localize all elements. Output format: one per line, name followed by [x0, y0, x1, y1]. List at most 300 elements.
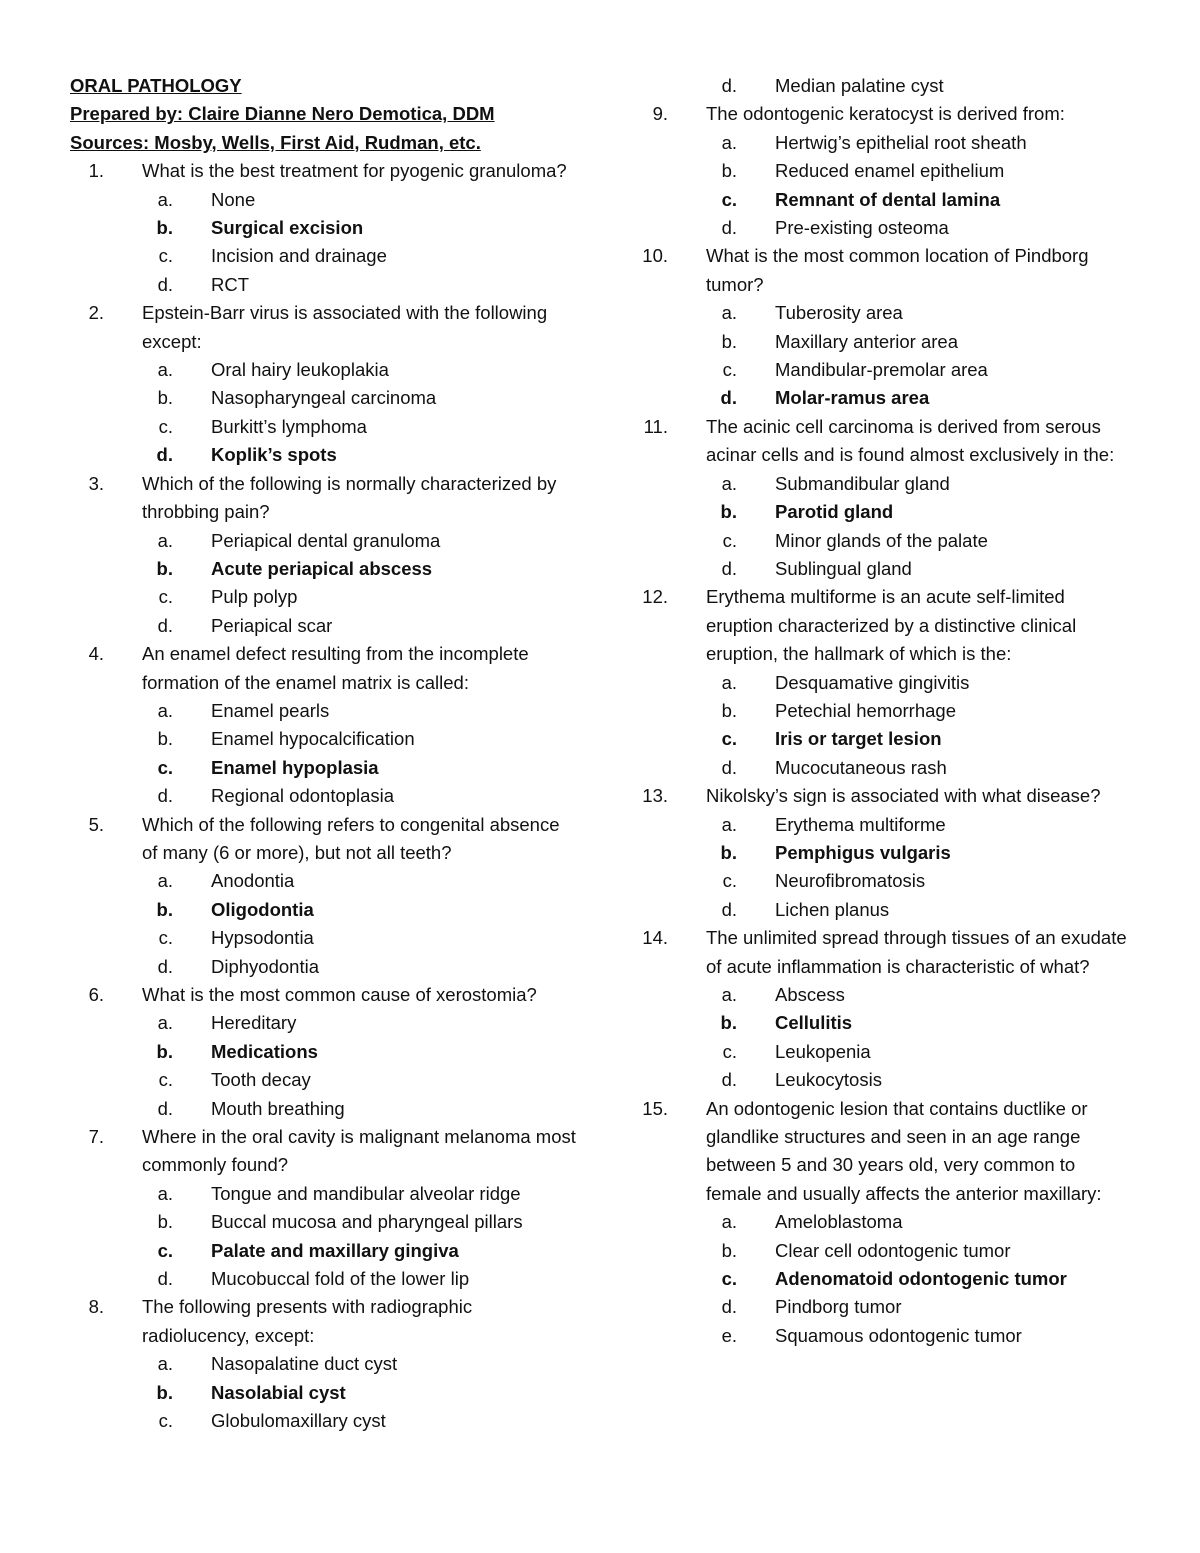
option-text: Oral hairy leukoplakia	[211, 359, 389, 381]
question-10	[634, 242, 1134, 299]
question-text: Which of the following refers to congenital absence of many (6 or more), but not all teeth?	[142, 813, 560, 863]
answer-option-correct	[634, 384, 1134, 412]
option-letter	[634, 1322, 775, 1350]
answer-option	[634, 527, 1134, 555]
answer-option	[70, 583, 580, 611]
question-text: Epstein-Barr virus is associated with the following except:	[142, 302, 548, 352]
option-letter-label: c.	[722, 1040, 737, 1062]
answer-option	[70, 186, 580, 214]
option-letter	[70, 413, 211, 441]
option-letter-label: c.	[157, 1239, 173, 1261]
option-letter	[634, 214, 775, 242]
question-text: Which of the following is normally characterized by throbbing pain?	[142, 472, 557, 523]
answer-option	[70, 1095, 580, 1123]
option-letter-label: a.	[721, 1211, 737, 1233]
option-letter	[634, 896, 775, 924]
option-text: Lichen planus	[775, 898, 890, 920]
question-text: Where in the oral cavity is malignant melanoma most commonly found?	[142, 1126, 576, 1176]
option-text: Molar-ramus area	[775, 387, 930, 409]
option-letter-label: d.	[157, 785, 173, 807]
question-text: What is the most common location of Pindborg tumor?	[706, 245, 1089, 295]
answer-option	[634, 299, 1134, 327]
question-number-label: 8.	[88, 1296, 104, 1318]
option-letter-label: d.	[721, 1296, 737, 1318]
answer-option	[634, 867, 1134, 895]
option-text: Mouth breathing	[211, 1097, 345, 1119]
prepared-by-line: Prepared by: Claire Dianne Nero Demotica, DDM	[70, 103, 495, 125]
answer-option	[70, 1265, 580, 1293]
question-number-label: 12.	[642, 586, 668, 608]
question-list-right	[634, 72, 1134, 1350]
option-text: Medications	[211, 1040, 318, 1062]
question-number-label: 5.	[88, 813, 104, 835]
answer-option	[634, 555, 1134, 583]
option-letter-label: e.	[721, 1324, 737, 1346]
option-text: Desquamative gingivitis	[775, 671, 970, 693]
question-text: The following presents with radiographic radiolucency, except:	[142, 1296, 473, 1346]
question-13	[634, 782, 1134, 810]
answer-option	[634, 1293, 1134, 1321]
answer-option-correct	[634, 186, 1134, 214]
answer-option	[634, 328, 1134, 356]
question-number-label: 11.	[643, 415, 668, 437]
option-letter	[70, 356, 211, 384]
answer-option-correct	[70, 896, 580, 924]
question-number	[70, 1123, 142, 1180]
option-letter	[70, 1208, 211, 1236]
answer-option	[70, 725, 580, 753]
option-text: Incision and drainage	[211, 245, 387, 267]
option-letter-label: a.	[721, 302, 737, 324]
question-12	[634, 583, 1134, 668]
answer-option	[70, 384, 580, 412]
option-text: Ameloblastoma	[775, 1211, 903, 1233]
option-letter	[70, 782, 211, 810]
question-text: An odontogenic lesion that contains ductlike or glandlike structures and seen in an age range between 5 and 30 years old, very common to female and usually affects the anterior maxillary:	[706, 1097, 1102, 1204]
answer-option	[634, 214, 1134, 242]
option-letter	[70, 555, 211, 583]
option-letter	[634, 754, 775, 782]
answer-option	[634, 129, 1134, 157]
option-text: Enamel hypoplasia	[211, 756, 379, 778]
option-text: Mucocutaneous rash	[775, 756, 947, 778]
option-letter	[634, 1208, 775, 1236]
option-text: Leukopenia	[775, 1040, 871, 1062]
right-column	[634, 72, 1134, 1350]
option-letter-label: a.	[157, 188, 173, 210]
question-number-label: 2.	[88, 302, 104, 324]
answer-option-correct	[70, 754, 580, 782]
answer-option-correct	[70, 1237, 580, 1265]
option-letter-label: b.	[156, 898, 173, 920]
option-letter-label: c.	[158, 245, 173, 267]
option-letter	[634, 356, 775, 384]
option-letter-label: d.	[157, 1097, 173, 1119]
answer-option-correct	[70, 441, 580, 469]
option-text: Nasolabial cyst	[211, 1381, 346, 1403]
answer-option	[634, 72, 1134, 100]
option-letter	[634, 1293, 775, 1321]
answer-option-correct	[634, 1009, 1134, 1037]
option-letter-label: c.	[157, 756, 173, 778]
option-letter	[70, 441, 211, 469]
option-letter	[70, 271, 211, 299]
question-number	[70, 981, 142, 1009]
question-number	[634, 583, 706, 668]
option-letter	[634, 839, 775, 867]
option-text: Palate and maxillary gingiva	[211, 1239, 459, 1261]
left-column	[70, 72, 580, 1436]
option-letter-label: b.	[720, 501, 737, 523]
question-number-label: 7.	[88, 1126, 104, 1148]
option-text: Hereditary	[211, 1012, 297, 1034]
option-letter	[634, 1265, 775, 1293]
option-letter	[70, 1038, 211, 1066]
answer-option	[634, 754, 1134, 782]
option-text: Periapical dental granuloma	[211, 529, 441, 551]
option-letter-label: a.	[157, 1353, 173, 1375]
option-letter	[634, 498, 775, 526]
option-text: Surgical excision	[211, 217, 364, 239]
option-letter	[70, 186, 211, 214]
option-letter	[70, 214, 211, 242]
option-text: Pre-existing osteoma	[775, 217, 949, 239]
option-letter	[70, 1350, 211, 1378]
answer-option	[634, 981, 1134, 1009]
question-2	[70, 299, 580, 356]
option-text: RCT	[211, 273, 250, 295]
question-number	[70, 811, 142, 868]
sources-line: Sources: Mosby, Wells, First Aid, Rudman, etc.	[70, 131, 481, 153]
answer-option	[70, 924, 580, 952]
option-letter	[634, 811, 775, 839]
answer-option	[70, 527, 580, 555]
option-text: Median palatine cyst	[775, 75, 944, 96]
option-letter-label: a.	[721, 472, 737, 494]
option-letter-label: c.	[721, 188, 737, 210]
option-letter-label: d.	[721, 217, 737, 239]
question-5	[70, 811, 580, 868]
answer-option	[70, 953, 580, 981]
answer-option	[634, 470, 1134, 498]
answer-option	[70, 413, 580, 441]
option-letter-label: a.	[157, 1012, 173, 1034]
option-letter	[634, 697, 775, 725]
option-letter	[634, 527, 775, 555]
option-letter-label: b.	[157, 1211, 173, 1233]
option-text: Leukocytosis	[775, 1069, 882, 1091]
answer-option	[70, 1180, 580, 1208]
answer-option-correct	[634, 498, 1134, 526]
option-letter-label: b.	[720, 841, 737, 863]
question-text: Erythema multiforme is an acute self-limited eruption characterized by a distinctive clinical eruption, the hallmark of which is the:	[706, 586, 1077, 665]
question-number	[634, 413, 706, 470]
option-text: Mucobuccal fold of the lower lip	[211, 1268, 470, 1290]
question-number	[70, 1293, 142, 1350]
question-1	[70, 157, 580, 185]
option-letter-label: b.	[156, 217, 173, 239]
option-letter-label: d.	[721, 75, 737, 96]
question-4	[70, 640, 580, 697]
option-text: Diphyodontia	[211, 955, 319, 977]
option-letter	[634, 157, 775, 185]
option-text: Squamous odontogenic tumor	[775, 1324, 1022, 1346]
question-number-label: 10.	[642, 245, 668, 267]
option-text: Burkitt’s lymphoma	[211, 415, 367, 437]
option-letter-label: a.	[157, 1182, 173, 1204]
answer-option	[70, 782, 580, 810]
option-letter	[634, 384, 775, 412]
option-letter-label: d.	[721, 1069, 737, 1091]
question-number	[70, 640, 142, 697]
question-number	[634, 924, 706, 981]
question-number-label: 14.	[642, 927, 668, 949]
option-letter	[70, 1407, 211, 1435]
question-number	[634, 782, 706, 810]
answer-option-correct	[634, 1265, 1134, 1293]
answer-option	[634, 356, 1134, 384]
option-letter	[634, 299, 775, 327]
option-letter-label: c.	[158, 927, 173, 949]
question-number-label: 13.	[642, 785, 668, 807]
option-letter	[70, 1379, 211, 1407]
option-letter	[70, 896, 211, 924]
option-text: Neurofibromatosis	[775, 870, 926, 892]
option-letter-label: d.	[721, 756, 737, 778]
option-letter-label: a.	[721, 131, 737, 153]
option-letter-label: b.	[156, 557, 173, 579]
option-text: Hertwig’s epithelial root sheath	[775, 131, 1027, 153]
option-letter	[70, 924, 211, 952]
question-text: The odontogenic keratocyst is derived from:	[706, 103, 1065, 125]
option-text: Maxillary anterior area	[775, 330, 959, 352]
question-14	[634, 924, 1134, 981]
option-text: Enamel hypocalcification	[211, 728, 415, 750]
question-number	[634, 1095, 706, 1209]
option-letter-label: c.	[158, 415, 173, 437]
answer-option-correct	[634, 725, 1134, 753]
answer-option	[70, 242, 580, 270]
answer-option	[634, 697, 1134, 725]
option-letter-label: c.	[721, 728, 737, 750]
option-text: Nasopalatine duct cyst	[211, 1353, 398, 1375]
option-letter-label: a.	[157, 529, 173, 551]
option-letter	[634, 669, 775, 697]
option-letter-label: c.	[158, 1410, 173, 1432]
question-list-left	[70, 157, 580, 1435]
option-text: Globulomaxillary cyst	[211, 1410, 386, 1432]
option-letter-label: b.	[721, 699, 737, 721]
answer-option	[634, 1237, 1134, 1265]
option-letter-label: d.	[720, 387, 737, 409]
option-text: Acute periapical abscess	[211, 557, 433, 579]
option-text: Erythema multiforme	[775, 813, 946, 835]
question-number	[634, 242, 706, 299]
option-letter-label: b.	[157, 387, 173, 409]
question-15	[634, 1095, 1134, 1209]
question-number-label: 1.	[88, 160, 104, 182]
question-text: Nikolsky’s sign is associated with what disease?	[706, 785, 1101, 807]
option-letter	[634, 129, 775, 157]
option-text: Reduced enamel epithelium	[775, 160, 1005, 182]
question-text: What is the most common cause of xerostomia?	[142, 984, 537, 1005]
question-3	[70, 470, 580, 527]
option-letter-label: d.	[721, 898, 737, 920]
option-letter	[70, 612, 211, 640]
option-text: Oligodontia	[211, 898, 314, 920]
answer-option	[70, 356, 580, 384]
question-6	[70, 981, 580, 1009]
option-text: Pindborg tumor	[775, 1296, 902, 1318]
option-text: Anodontia	[211, 870, 295, 892]
option-text: Koplik’s spots	[211, 444, 337, 466]
answer-option	[70, 867, 580, 895]
option-letter	[70, 242, 211, 270]
option-letter-label: b.	[720, 1012, 737, 1034]
option-letter-label: a.	[157, 870, 173, 892]
answer-option	[634, 157, 1134, 185]
option-letter-label: c.	[722, 870, 737, 892]
option-letter	[70, 1066, 211, 1094]
option-letter	[70, 1180, 211, 1208]
question-9	[634, 100, 1134, 128]
option-letter-label: d.	[157, 1268, 173, 1290]
option-letter	[70, 583, 211, 611]
document-title: ORAL PATHOLOGY	[70, 75, 242, 96]
option-letter-label: b.	[157, 728, 173, 750]
option-text: Enamel pearls	[211, 699, 330, 721]
option-text: Hypsodontia	[211, 927, 314, 949]
answer-option	[634, 811, 1134, 839]
option-text: Adenomatoid odontogenic tumor	[775, 1268, 1067, 1290]
option-text: Nasopharyngeal carcinoma	[211, 387, 437, 409]
option-text: Sublingual gland	[775, 557, 912, 579]
option-letter	[70, 725, 211, 753]
question-number-label: 6.	[88, 984, 104, 1005]
option-letter	[70, 697, 211, 725]
option-letter-label: c.	[158, 586, 173, 608]
answer-option	[634, 896, 1134, 924]
question-8	[70, 1293, 580, 1350]
option-text: Cellulitis	[775, 1012, 853, 1034]
option-letter-label: a.	[721, 813, 737, 835]
option-letter	[634, 186, 775, 214]
option-letter	[634, 555, 775, 583]
option-letter-label: d.	[156, 444, 173, 466]
option-letter	[70, 1095, 211, 1123]
answer-option	[70, 1009, 580, 1037]
option-text: Iris or target lesion	[775, 728, 942, 750]
option-letter-label: c.	[722, 529, 737, 551]
answer-option	[70, 1407, 580, 1435]
answer-option	[70, 612, 580, 640]
option-text: Parotid gland	[775, 501, 894, 523]
question-number-label: 9.	[652, 103, 668, 125]
answer-option-correct	[70, 555, 580, 583]
question-number	[70, 157, 142, 185]
option-letter	[634, 1009, 775, 1037]
option-letter	[634, 1066, 775, 1094]
option-letter	[634, 725, 775, 753]
option-letter-label: c.	[721, 1268, 737, 1290]
option-letter	[634, 72, 775, 100]
question-text: What is the best treatment for pyogenic granuloma?	[142, 160, 567, 182]
option-letter-label: d.	[157, 273, 173, 295]
option-text: Minor glands of the palate	[775, 529, 988, 551]
option-letter	[634, 1237, 775, 1265]
answer-option	[634, 1208, 1134, 1236]
answer-option-correct	[70, 1379, 580, 1407]
answer-option-correct	[634, 839, 1134, 867]
option-text: Abscess	[775, 984, 845, 1005]
option-letter-label: a.	[721, 984, 737, 1005]
option-letter-label: a.	[157, 699, 173, 721]
answer-option	[634, 669, 1134, 697]
question-number-label: 4.	[88, 643, 104, 665]
option-letter	[70, 867, 211, 895]
answer-option	[70, 697, 580, 725]
option-letter-label: c.	[158, 1069, 173, 1091]
answer-option	[634, 1066, 1134, 1094]
option-letter-label: b.	[721, 330, 737, 352]
option-letter	[70, 754, 211, 782]
option-text: Clear cell odontogenic tumor	[775, 1239, 1011, 1261]
answer-option	[634, 1038, 1134, 1066]
option-text: Tooth decay	[211, 1069, 311, 1091]
option-letter	[634, 328, 775, 356]
answer-option	[70, 1350, 580, 1378]
option-text: Petechial hemorrhage	[775, 699, 956, 721]
option-text: Submandibular gland	[775, 472, 950, 494]
option-letter-label: c.	[722, 359, 737, 381]
question-text: The unlimited spread through tissues of an exudate of acute inflammation is characteristic of what?	[706, 927, 1127, 977]
question-number-label: 3.	[88, 472, 104, 494]
option-text: Pemphigus vulgaris	[775, 841, 951, 863]
option-letter-label: a.	[157, 359, 173, 381]
question-number	[634, 100, 706, 128]
option-letter	[70, 1237, 211, 1265]
question-number	[70, 299, 142, 356]
option-text: Pulp polyp	[211, 586, 298, 608]
answer-option	[70, 271, 580, 299]
option-letter-label: b.	[156, 1040, 173, 1062]
option-letter	[634, 867, 775, 895]
option-text: Tuberosity area	[775, 302, 903, 324]
answer-option	[70, 1208, 580, 1236]
question-text: An enamel defect resulting from the incomplete formation of the enamel matrix is called:	[142, 643, 529, 693]
answer-option-correct	[70, 214, 580, 242]
question-number-label: 15.	[642, 1097, 668, 1119]
option-letter	[634, 981, 775, 1009]
option-letter	[70, 1265, 211, 1293]
option-text: None	[211, 188, 256, 210]
option-text: Tongue and mandibular alveolar ridge	[211, 1182, 521, 1204]
option-text: Regional odontoplasia	[211, 785, 395, 807]
answer-option-correct	[70, 1038, 580, 1066]
option-letter	[634, 470, 775, 498]
option-letter-label: d.	[157, 614, 173, 636]
answer-option	[634, 1322, 1134, 1350]
option-letter-label: b.	[156, 1381, 173, 1403]
option-letter-label: b.	[721, 160, 737, 182]
option-letter-label: b.	[721, 1239, 737, 1261]
option-text: Mandibular-premolar area	[775, 359, 988, 381]
question-7	[70, 1123, 580, 1180]
option-letter-label: d.	[157, 955, 173, 977]
option-text: Periapical scar	[211, 614, 333, 636]
option-letter	[70, 384, 211, 412]
option-letter	[70, 527, 211, 555]
